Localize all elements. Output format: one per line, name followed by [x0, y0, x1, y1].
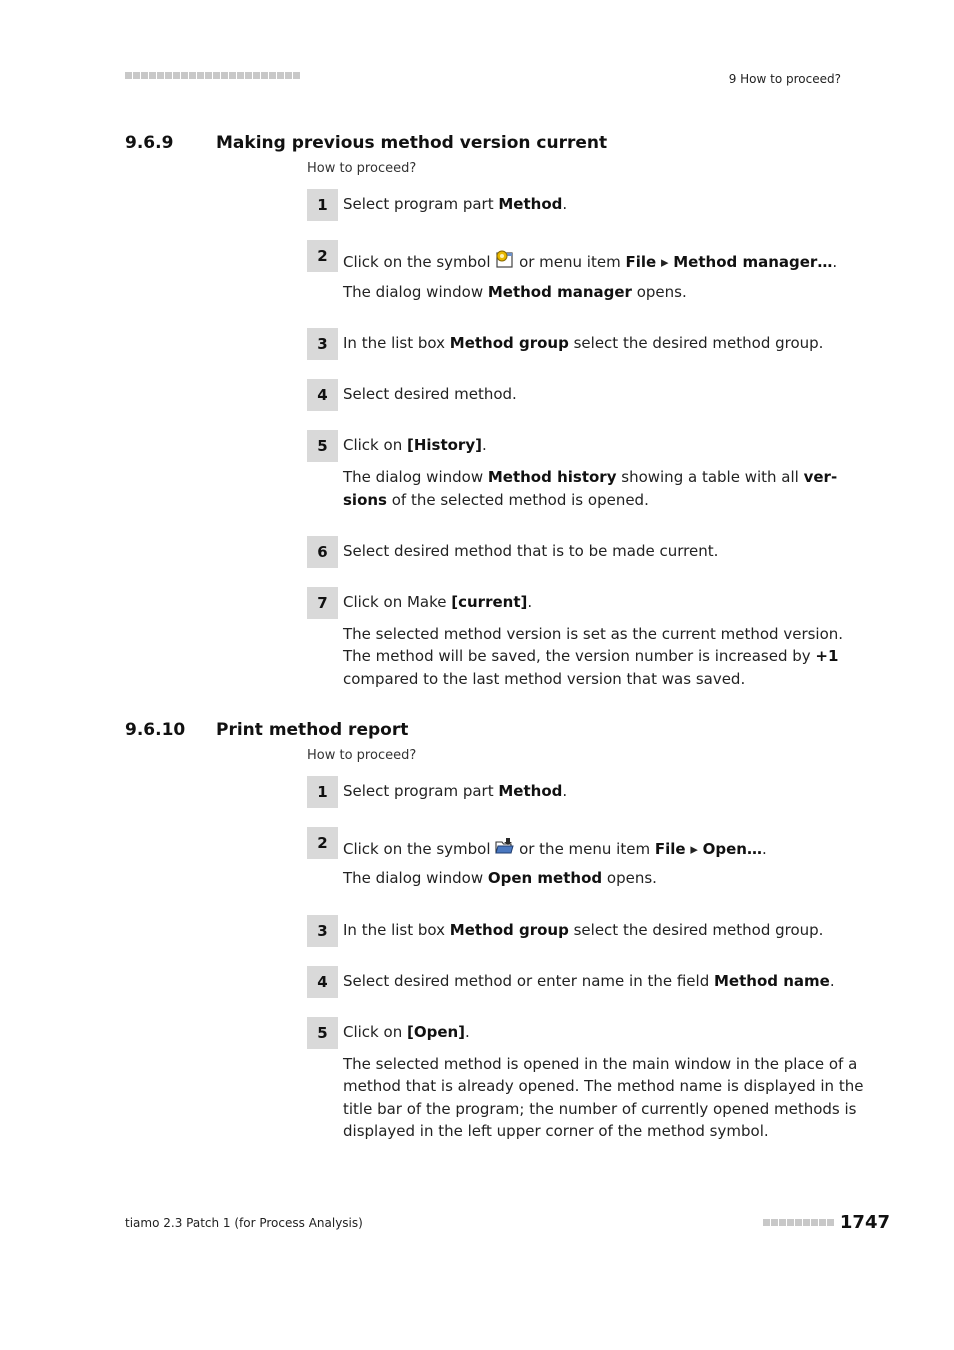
step-number: 4 — [307, 966, 338, 998]
step-text: Click on [Open]. — [343, 1023, 470, 1041]
step-number: 2 — [307, 827, 338, 859]
step-number: 5 — [307, 1017, 338, 1049]
step-description: The dialog window Method history showing a table with all ver- — [343, 468, 838, 486]
step-description: The dialog window Method manager opens. — [343, 283, 687, 301]
how-to-label: How to proceed? — [307, 748, 417, 763]
step-description: compared to the last method version that was saved. — [343, 670, 746, 688]
step-description: method that is already opened. The method name is displayed in the — [343, 1077, 864, 1095]
step-number: 7 — [307, 587, 338, 619]
step-number: 1 — [307, 189, 338, 221]
method-manager-icon — [495, 250, 514, 269]
step-text: Select desired method that is to be made current. — [343, 542, 719, 560]
step-number: 2 — [307, 240, 338, 272]
step-text: Click on the symbol or menu item File ▸ Method manager…. — [343, 250, 837, 271]
step-number: 4 — [307, 379, 338, 411]
step-text: Select desired method. — [343, 385, 517, 403]
step-description: displayed in the left upper corner of the method symbol. — [343, 1122, 769, 1140]
step-description: The method will be saved, the version number is increased by +1 — [343, 647, 839, 665]
header-decoration — [125, 72, 300, 82]
section-number: 9.6.9 — [125, 133, 174, 153]
how-to-label: How to proceed? — [307, 161, 417, 176]
step-description: The selected method version is set as the current method version. — [343, 625, 844, 643]
footer-decoration — [763, 1219, 834, 1226]
section-number: 9.6.10 — [125, 720, 186, 740]
step-text: In the list box Method group select the desired method group. — [343, 921, 824, 939]
step-text: Select desired method or enter name in the field Method name. — [343, 972, 835, 990]
step-description: title bar of the program; the number of currently opened methods is — [343, 1100, 857, 1118]
step-text: Select program part Method. — [343, 195, 568, 213]
step-number: 5 — [307, 430, 338, 462]
step-description: The selected method is opened in the main window in the place of a — [343, 1055, 858, 1073]
step-text: Select program part Method. — [343, 782, 568, 800]
section-title: Making previous method version current — [216, 133, 608, 153]
step-number: 3 — [307, 915, 338, 947]
step-number: 1 — [307, 776, 338, 808]
page-number: 1747 — [839, 1212, 890, 1233]
step-text: Click on the symbol or the menu item File ▸ Open…. — [343, 837, 767, 858]
step-number: 6 — [307, 536, 338, 568]
open-folder-icon — [495, 837, 514, 856]
step-description: sions of the selected method is opened. — [343, 491, 649, 509]
step-number: 3 — [307, 328, 338, 360]
step-text: Click on [History]. — [343, 436, 487, 454]
running-header-chapter: 9 How to proceed? — [728, 72, 841, 86]
footer-page — [763, 1212, 890, 1233]
step-text: In the list box Method group select the desired method group. — [343, 334, 824, 352]
footer-product: tiamo 2.3 Patch 1 (for Process Analysis) — [125, 1216, 363, 1230]
section-title: Print method report — [216, 720, 409, 740]
step-description: The dialog window Open method opens. — [343, 869, 657, 887]
step-text: Click on Make [current]. — [343, 593, 533, 611]
